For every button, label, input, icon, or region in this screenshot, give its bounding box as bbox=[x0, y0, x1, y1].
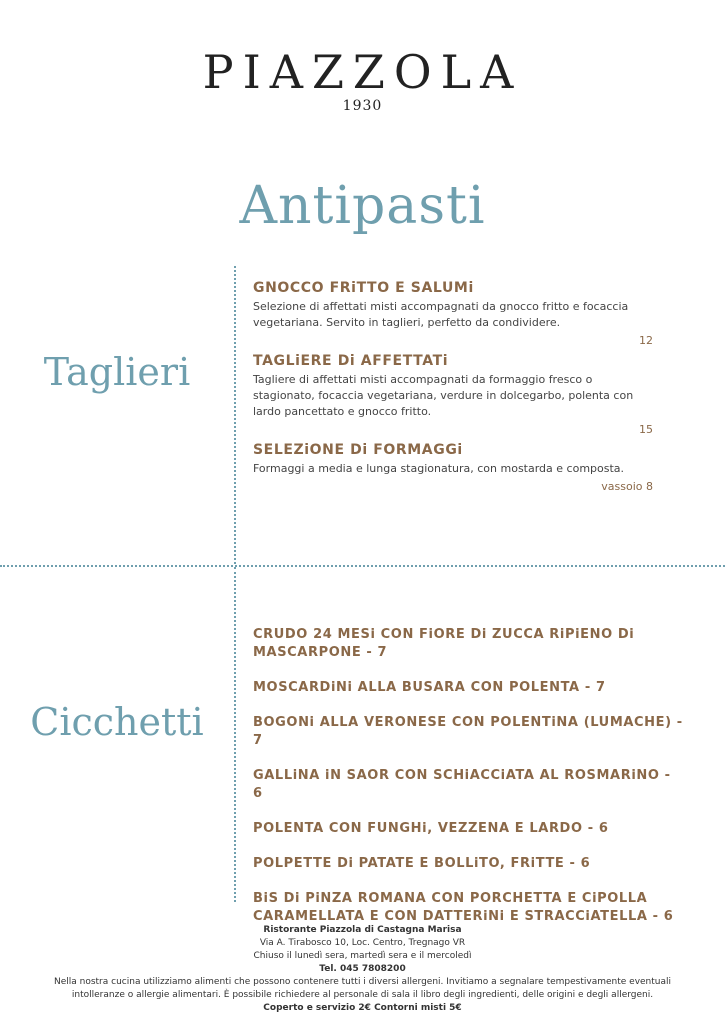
list-item: BOGONi ALLA VERONESE CON POLENTiNA (LUMACHE) - 7 bbox=[253, 715, 683, 748]
cicchetti-label: Cicchetti bbox=[30, 700, 204, 744]
list-item: GALLiNA iN SAOR CON SCHiACCiATA AL ROSMARiNO - 6 bbox=[253, 768, 671, 801]
dish-name: TAGLiERE Di AFFETTATi bbox=[253, 353, 449, 369]
footer-address: Via A. Tirabosco 10, Loc. Centro, Tregnago VR bbox=[259, 938, 466, 948]
dish-description: Selezione di affettati misti accompagnati da gnocco fritto e focaccia vegetariana. Servito in taglieri, perfetto da condividere. bbox=[253, 300, 629, 329]
divider-horizontal bbox=[0, 565, 725, 567]
taglieri-list bbox=[253, 280, 653, 499]
section-title: Antipasti bbox=[239, 176, 486, 236]
dish-price: 12 bbox=[639, 334, 653, 347]
footer-closing-days: Chiuso il lunedì sera, martedì sera e il mercoledì bbox=[253, 951, 472, 961]
dish-description: Tagliere di affettati misti accompagnati da formaggio fresco o stagionato, focaccia vegetariana, verdure in dolcegarbo, polenta con lardo pancettato e gnocco fritto. bbox=[253, 373, 634, 418]
dish-price: 15 bbox=[639, 423, 653, 436]
taglieri-label: Taglieri bbox=[43, 350, 191, 394]
footer-cover-charge: Coperto e servizio 2€ Contorni misti 5€ bbox=[263, 1003, 462, 1013]
list-item: BiS Di PiNZA ROMANA CON PORCHETTA E CiPOLLA CARAMELLATA E CON DATTERiNi E STRACCiATELLA - 6 bbox=[253, 891, 674, 924]
list-item: MOSCARDiNi ALLA BUSARA CON POLENTA - 7 bbox=[253, 680, 606, 695]
footer-phone: Tel. 045 7808200 bbox=[319, 964, 406, 974]
divider-vertical-taglieri bbox=[234, 266, 236, 564]
footer-business: Ristorante Piazzola di Castagna Marisa bbox=[263, 925, 462, 935]
dish-name: SELEZiONE Di FORMAGGi bbox=[253, 442, 463, 458]
dish-item bbox=[253, 353, 653, 436]
logo bbox=[0, 44, 725, 114]
divider-vertical-cicchetti bbox=[234, 567, 236, 902]
footer bbox=[0, 924, 725, 1015]
dish-item bbox=[253, 280, 653, 347]
list-item: POLENTA CON FUNGHi, VEZZENA E LARDO - 6 bbox=[253, 821, 609, 836]
dish-name: GNOCCO FRiTTO E SALUMi bbox=[253, 280, 474, 296]
dish-description: Formaggi a media e lunga stagionatura, con mostarda e composta. bbox=[253, 462, 625, 475]
dish-item bbox=[253, 442, 653, 493]
logo-name: PIAZZOLA bbox=[202, 45, 523, 99]
dish-price: vassoio 8 bbox=[601, 480, 653, 493]
list-item: CRUDO 24 MESi CON FiORE Di ZUCCA RiPiENO Di MASCARPONE - 7 bbox=[253, 627, 635, 660]
footer-allergens-line-2: intolleranze o allergie alimentari. È possibile richiedere al personale di sala il libro degli ingredienti, delle origini e degli allergeni. bbox=[71, 990, 654, 1000]
cicchetti-list bbox=[253, 626, 683, 943]
logo-year: 1930 bbox=[342, 98, 383, 114]
list-item: POLPETTE Di PATATE E BOLLiTO, FRiTTE - 6 bbox=[253, 856, 591, 871]
footer-allergens-line-1: Nella nostra cucina utilizziamo alimenti che possono contenere tutti i diversi allergeni. Invitiamo a segnalare tempestivamente eventuali bbox=[53, 977, 672, 987]
